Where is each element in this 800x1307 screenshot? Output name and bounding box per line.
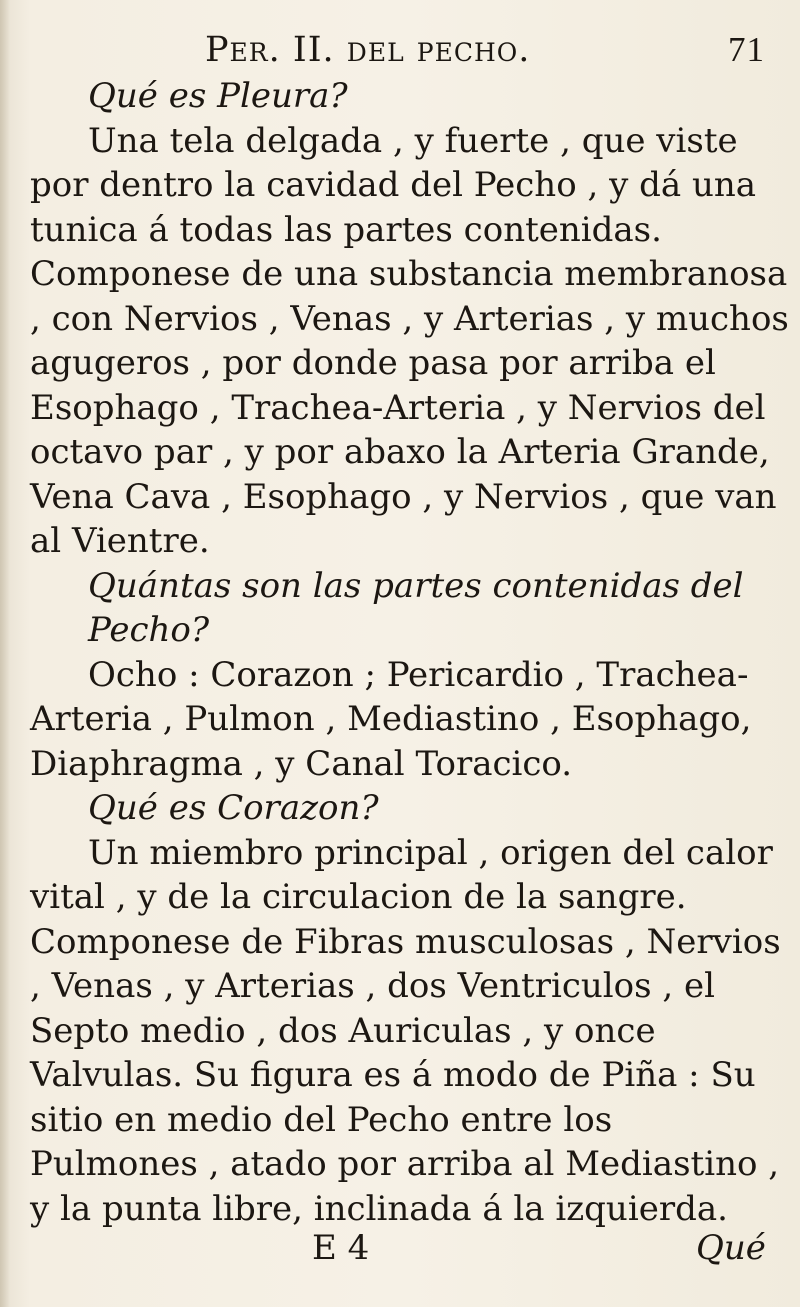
question-partes-contenidas: Quántas son las partes contenidas del Pecho? — [88, 565, 744, 650]
page-header — [205, 22, 765, 72]
answer-pleura: Una tela delgada , y fuerte , que viste por dentro la cavidad del Pecho , y dá una tunica á todas las partes contenidas. Componese de una substancia membranosa , con Nervios , Venas , y Arterias , y muchos agugeros , por donde pasa por arriba el Esophago , Trachea-Arteria , y Nervios del octavo par , y por abaxo la Arteria Grande, Vena Cava , Esophago , y Nervios , que van al Vientre. — [30, 120, 789, 561]
answer-corazon: Un miembro principal , origen del calor vital , y de la circulacion de la sangre. Componese de Fibras musculosas , Nervios , Venas , y Arterias , dos Ventriculos , el Septo medio , dos Auriculas , y once Valvulas. Su figura es á modo de Piña : Su sitio en medio del Pecho entre los Pulmones , atado por arriba al Mediastino , y la punta libre, inclinada á la izquierda. — [30, 832, 781, 1229]
question-pleura: Qué es Pleura? — [88, 76, 348, 116]
page-number: 71 — [728, 30, 765, 69]
catchword: Qué — [696, 1228, 766, 1268]
question-corazon: Qué es Corazon? — [88, 788, 379, 828]
page-gutter — [0, 0, 10, 1307]
signature-mark: E 4 — [312, 1228, 370, 1268]
page-footer — [0, 1228, 800, 1278]
answer-partes-contenidas: Ocho : Corazon ; Pericardio , Trachea-Arteria , Pulmon , Mediastino , Esophago, Diaphragma , y Canal Toracico. — [30, 654, 752, 784]
running-head: Per. II. del pecho. — [205, 30, 531, 70]
body-text — [30, 74, 790, 1231]
